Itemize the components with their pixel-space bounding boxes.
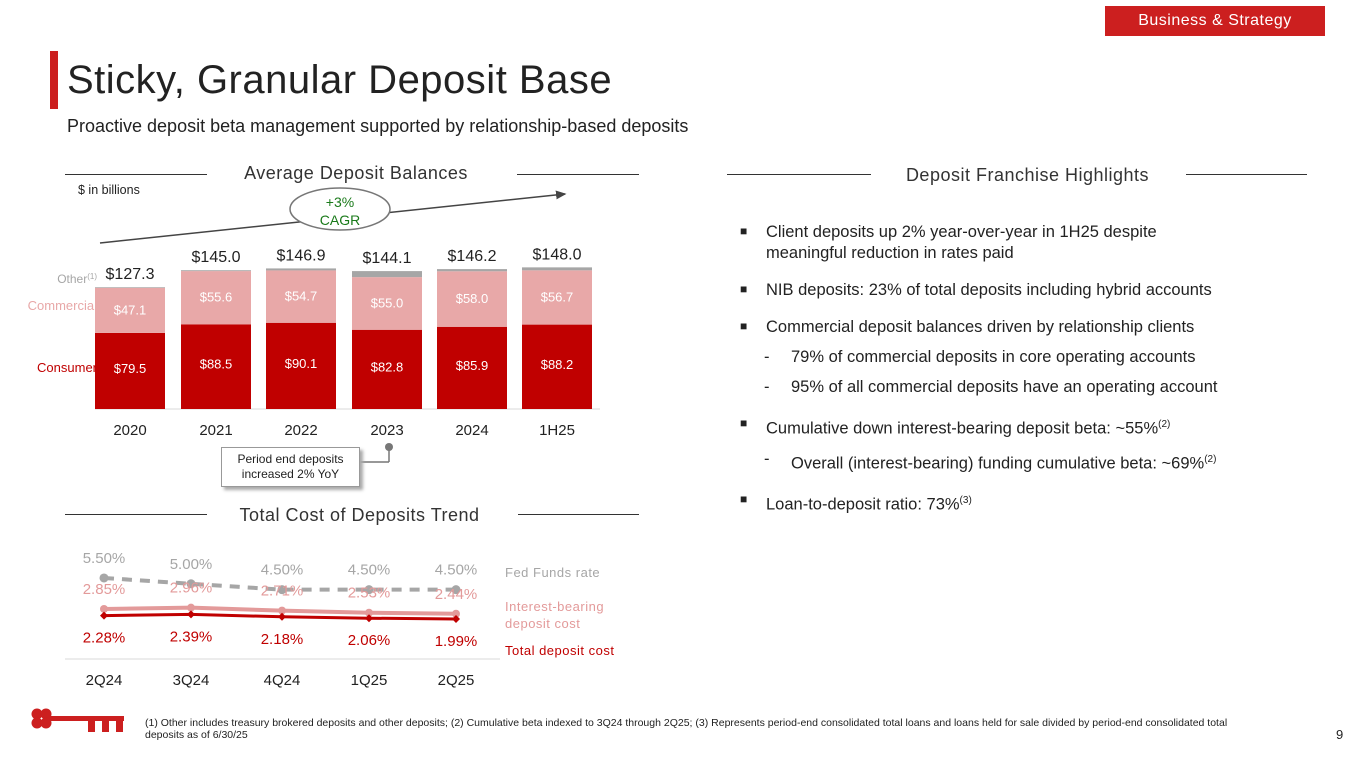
callout-line-2: increased 2% YoY bbox=[241, 467, 340, 481]
point-label-fed-funds-2Q24: 5.50% bbox=[82, 549, 126, 567]
bar-label-commercial-2020: $47.1 bbox=[113, 302, 147, 318]
point-label-fed-funds-4Q24: 4.50% bbox=[260, 561, 304, 579]
total-label-2024: $146.2 bbox=[447, 248, 497, 266]
highlight-bullet: ■ Client deposits up 2% year-over-year in 1H25 despite meaningful reduction in rates paid bbox=[740, 223, 1157, 262]
bar-label-consumer-2020: $79.5 bbox=[113, 360, 147, 376]
bar-label-consumer-2023: $82.8 bbox=[370, 359, 404, 375]
bar-label-commercial-2021: $55.6 bbox=[199, 289, 233, 305]
highlight-bullet: ■ Cumulative down interest-bearing deposit beta: ~55%$^{(2)}$ bbox=[740, 414, 1300, 440]
section-rule bbox=[727, 174, 871, 175]
point-label-total-cost-4Q24: 2.18% bbox=[260, 630, 304, 648]
cost-trend-title: Total Cost of Deposits Trend bbox=[239, 505, 480, 525]
total-label-1H25: $148.0 bbox=[532, 246, 582, 264]
x-tick-4Q24: 4Q24 bbox=[263, 672, 301, 689]
page-number: 9 bbox=[1336, 727, 1344, 742]
legend-consumer: Consumer bbox=[37, 360, 97, 375]
bar-label-consumer-2022: $90.1 bbox=[284, 355, 318, 371]
point-label-total-cost-3Q24: 2.39% bbox=[169, 628, 213, 646]
point-label-total-cost-1Q25: 2.06% bbox=[347, 632, 391, 650]
highlight-sub-bullet: - Overall (interest-bearing) funding cumulative beta: ~69%$^{(2)}$ bbox=[764, 449, 1217, 472]
highlights-list bbox=[740, 222, 1300, 516]
callout-line-1: Period end deposits bbox=[237, 452, 344, 466]
highlight-bullet: ■ Commercial deposit balances driven by relationship clients bbox=[740, 318, 1195, 336]
legend-commercial: Commercial bbox=[27, 298, 97, 313]
highlight-sub-bullet: - 95% of all commercial deposits have an operating account bbox=[764, 378, 1218, 396]
legend-fed-funds: Fed Funds rate bbox=[505, 565, 601, 580]
point-label-ib-cost-4Q24: 2.71% bbox=[260, 582, 304, 600]
cagr-label: CAGR bbox=[319, 212, 361, 228]
point-label-fed-funds-2Q25: 4.50% bbox=[434, 561, 478, 579]
point-label-ib-cost-1Q25: 2.53% bbox=[347, 584, 391, 602]
deposit-balances-title: Average Deposit Balances bbox=[244, 163, 468, 183]
section-rule bbox=[1186, 174, 1307, 175]
point-label-ib-cost-3Q24: 2.96% bbox=[169, 579, 213, 597]
footnote: (1) Other includes treasury brokered deposits and other deposits; (2) Cumulative beta indexed to 3Q24 through 2Q25; (3) Represents period-end consolidated total loans and loans held for sale divided by period-end consolidated total deposits as of 6/30/25 bbox=[145, 717, 1228, 741]
x-tick-1Q25: 1Q25 bbox=[350, 672, 388, 689]
section-tag: Business & Strategy bbox=[1105, 6, 1325, 36]
total-label-2023: $144.1 bbox=[362, 250, 412, 268]
point-label-total-cost-2Q24: 2.28% bbox=[82, 629, 126, 647]
x-tick-2020: 2020 bbox=[113, 422, 147, 439]
bar-label-commercial-2022: $54.7 bbox=[284, 288, 318, 304]
legend-other: Other$^{(1)}$ bbox=[57, 272, 97, 286]
x-tick-1H25: 1H25 bbox=[539, 422, 575, 439]
x-tick-2024: 2024 bbox=[455, 422, 489, 439]
highlights-title: Deposit Franchise Highlights bbox=[905, 165, 1150, 185]
cagr-value: +3% bbox=[325, 194, 355, 210]
page-title: Sticky, Granular Deposit Base bbox=[67, 58, 613, 102]
x-tick-2Q24: 2Q24 bbox=[85, 672, 123, 689]
units-note: $ in billions bbox=[78, 183, 140, 197]
point-total-cost-3Q24 bbox=[187, 610, 195, 618]
bullet-icon: ■ bbox=[740, 224, 748, 238]
bullet-icon: ■ bbox=[740, 282, 748, 296]
bar-label-commercial-2024: $58.0 bbox=[455, 291, 489, 307]
legend-ib-cost: Interest-bearing deposit cost bbox=[505, 599, 605, 631]
highlight-sub-bullet: - 79% of commercial deposits in core operating accounts bbox=[764, 348, 1196, 366]
point-total-cost-4Q24 bbox=[278, 613, 286, 621]
bar-label-commercial-2023: $55.0 bbox=[370, 295, 404, 311]
legend-total-cost: Total deposit cost bbox=[505, 643, 615, 658]
total-label-2020: $127.3 bbox=[105, 266, 155, 284]
highlight-bullet: ■ NIB deposits: 23% of total deposits including hybrid accounts bbox=[740, 281, 1212, 299]
total-label-2022: $146.9 bbox=[276, 247, 326, 265]
bar-label-consumer-2021: $88.5 bbox=[199, 356, 233, 372]
point-label-fed-funds-1Q25: 4.50% bbox=[347, 561, 391, 579]
x-tick-2022: 2022 bbox=[284, 422, 318, 439]
x-tick-2Q25: 2Q25 bbox=[437, 672, 475, 689]
x-tick-2023: 2023 bbox=[370, 422, 404, 439]
bar-label-commercial-1H25: $56.7 bbox=[540, 289, 574, 305]
total-label-2021: $145.0 bbox=[191, 249, 241, 267]
bar-label-consumer-2024: $85.9 bbox=[455, 357, 489, 373]
bullet-icon: ■ bbox=[740, 416, 748, 430]
point-label-ib-cost-2Q25: 2.44% bbox=[434, 585, 478, 603]
page-subtitle: Proactive deposit beta management supported by relationship-based deposits bbox=[67, 116, 689, 136]
cost-trend-chart bbox=[0, 0, 660, 700]
point-label-ib-cost-2Q24: 2.85% bbox=[82, 580, 126, 598]
key-icon bbox=[28, 705, 128, 739]
bullet-icon: ■ bbox=[740, 492, 748, 506]
point-label-fed-funds-3Q24: 5.00% bbox=[169, 555, 213, 573]
bar-label-consumer-1H25: $88.2 bbox=[540, 356, 574, 372]
point-total-cost-2Q24 bbox=[100, 612, 108, 620]
bullet-icon: ■ bbox=[740, 319, 748, 333]
x-tick-3Q24: 3Q24 bbox=[172, 672, 210, 689]
highlight-bullet: ■ Loan-to-deposit ratio: 73%$^{(3)}$ bbox=[740, 490, 1300, 516]
point-label-total-cost-2Q25: 1.99% bbox=[434, 633, 478, 651]
x-tick-2021: 2021 bbox=[199, 422, 233, 439]
